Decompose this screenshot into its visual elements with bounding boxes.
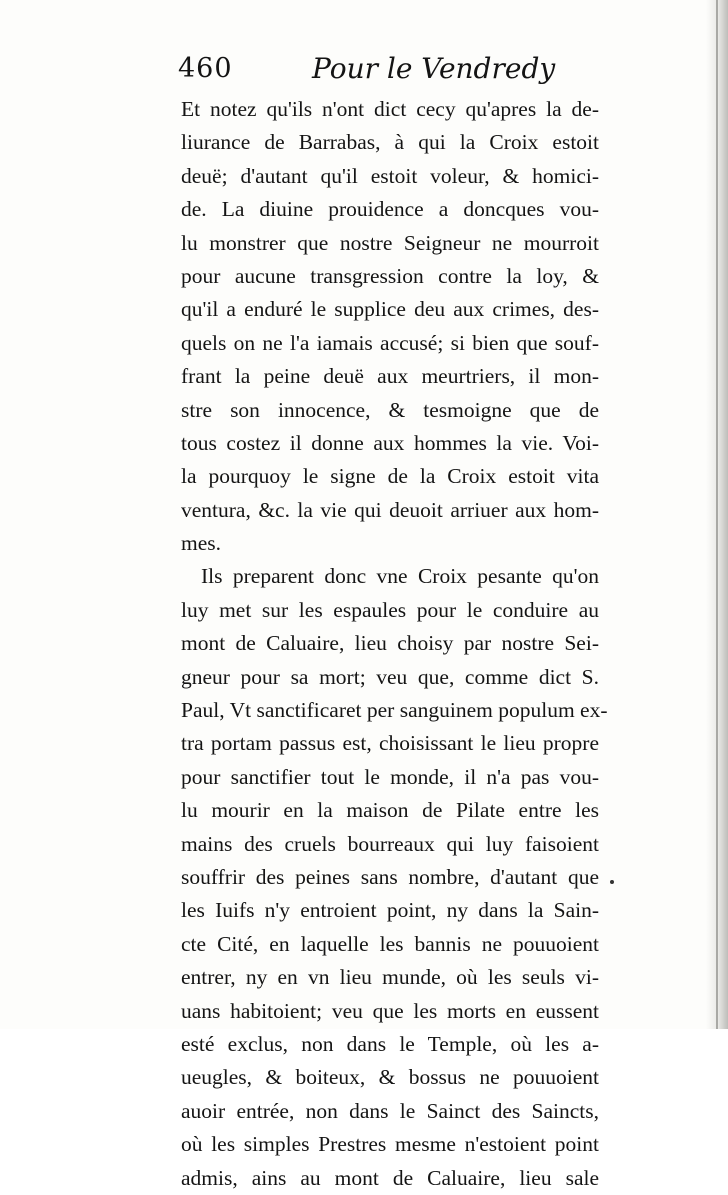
text-line: entrer, ny en vn lieu munde, où les seuls vi- [181, 965, 599, 990]
text-line: stre son innocence, & tesmoigne que de [181, 397, 599, 422]
ink-speck [610, 880, 614, 884]
text-line: pour aucune transgression contre la loy, & [181, 263, 599, 288]
running-head: Pour le Vendredy [312, 52, 556, 85]
text-line: esté exclus, non dans le Temple, où les a- [181, 1031, 599, 1056]
text-line: ueugles, & boiteux, & bossus ne pouuoient [181, 1065, 599, 1090]
text-line: Paul, Vt sanctificaret per sanguinem populum ex- [181, 698, 608, 723]
body-text [181, 93, 608, 1195]
text-line: liurance de Barrabas, à qui la Croix estoit [181, 130, 599, 155]
text-line: où les simples Prestres mesme n'estoient point [181, 1132, 599, 1157]
text-line: uans habitoient; veu que les morts en eussent [181, 998, 599, 1023]
text-line: auoir entrée, non dans le Sainct des Saincts, [181, 1098, 599, 1123]
text-line: gneur pour sa mort; veu que, comme dict S. [181, 664, 599, 689]
text-line: quels on ne l'a iamais accusé; si bien que souf- [181, 330, 599, 355]
text-line: pour sanctifier tout le monde, il n'a pas vou- [181, 764, 599, 789]
text-line: tra portam passus est, choisissant le lieu propre [181, 731, 599, 756]
text-line: lu mourir en la maison de Pilate entre les [181, 798, 599, 823]
text-line: Et notez qu'ils n'ont dict cecy qu'apres la de- [181, 97, 599, 121]
binding-edge [716, 0, 718, 1029]
text-line: les Iuifs n'y entroient point, ny dans la Sain- [181, 898, 599, 923]
text-line: souffrir des peines sans nombre, d'autant que [181, 864, 599, 889]
text-line: la pourquoy le signe de la Croix estoit vita [181, 464, 599, 489]
text-line: luy met sur les espaules pour le conduire au [181, 597, 599, 622]
text-line: deuë; d'autant qu'il estoit voleur, & homici- [181, 163, 599, 188]
text-line: frant la peine deuë aux meurtriers, il mon- [181, 364, 599, 389]
page-header [178, 50, 618, 90]
text-line: qu'il a enduré le supplice deu aux crimes, des- [181, 297, 599, 322]
text-line: cte Cité, en laquelle les bannis ne pouuoient [181, 931, 599, 956]
text-line: mes. [181, 531, 222, 556]
text-line: lu monstrer que nostre Seigneur ne mourroit [181, 230, 599, 255]
text-line: mains des cruels bourreaux qui luy faisoient [181, 831, 599, 856]
text-line: de. La diuine prouidence a doncques vou- [181, 197, 599, 222]
text-line: ventura, &c. la vie qui deuoit arriuer aux hom- [181, 497, 599, 522]
text-line: admis, ains au mont de Caluaire, lieu sale [181, 1165, 599, 1190]
page-number: 460 [178, 53, 233, 84]
text-line: tous costez il donne aux hommes la vie. Voi- [181, 430, 599, 455]
text-line: Ils preparent donc vne Croix pesante qu'on [201, 564, 599, 589]
text-line: mont de Caluaire, lieu choisy par nostre Sei- [181, 631, 599, 656]
